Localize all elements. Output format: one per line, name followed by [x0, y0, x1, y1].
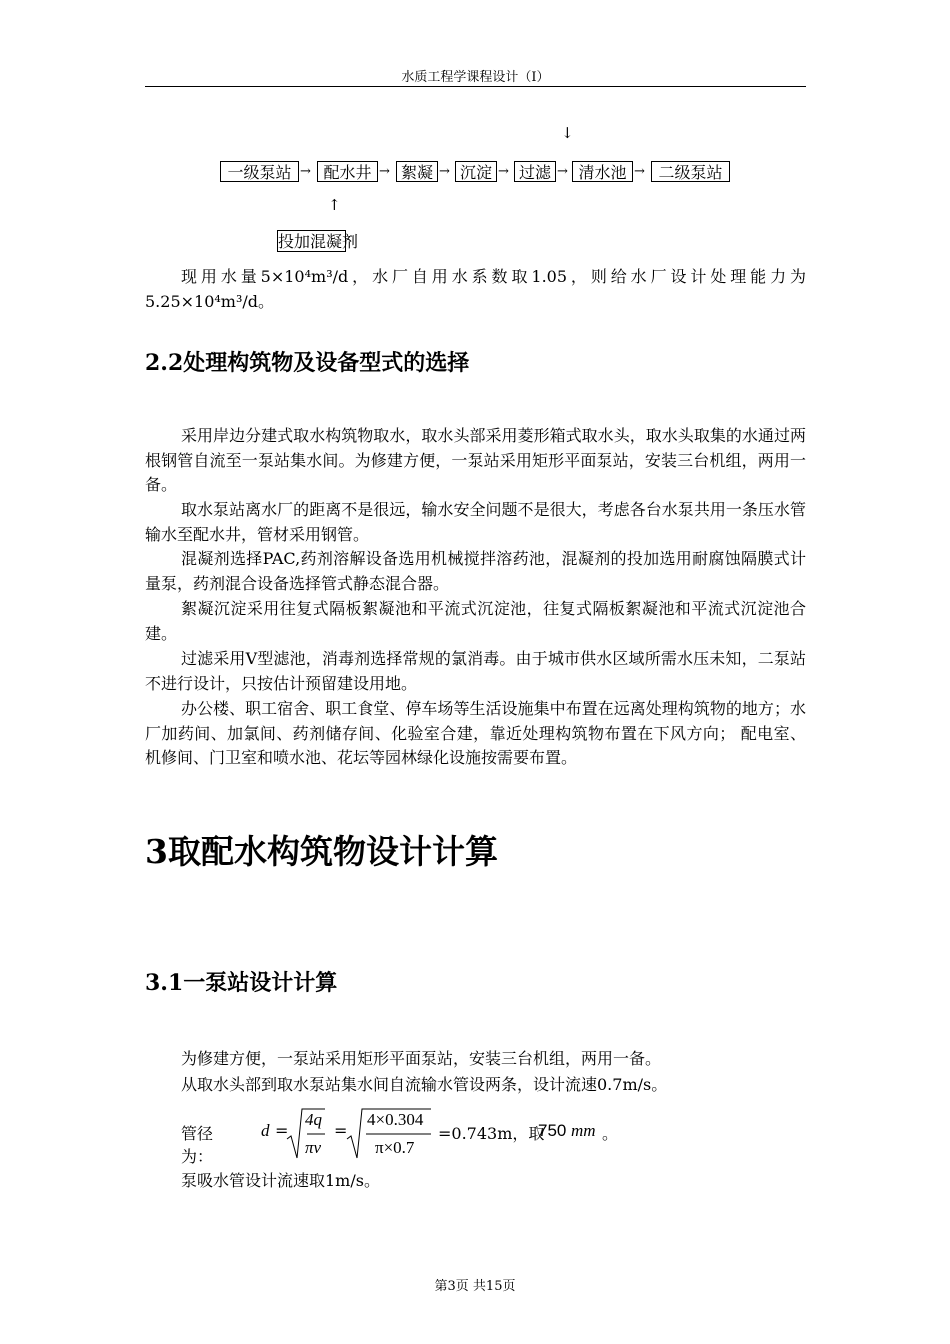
section-heading-3-1: 3.1一泵站设计计算 [145, 970, 338, 996]
flow-step-secondary-pump: 二级泵站 [651, 161, 730, 182]
formula-variable: d [261, 1121, 270, 1140]
paragraph: 过滤采用V型滤池，消毒剂选择常规的氯消毒。由于城市供水区域所需水压未知，二泵站不进行设计，只按估计预留建设用地。 [145, 649, 806, 693]
formula-denominator-1: πv [305, 1138, 322, 1157]
flow-arrow-icon: → [300, 164, 311, 179]
flow-step-filtration: 过滤 [514, 161, 556, 182]
section-heading-2-2: 2.2处理构筑物及设备型式的选择 [145, 350, 470, 376]
flow-arrow-icon: → [557, 164, 568, 179]
page-footer: 第3页 共15页 [434, 1279, 516, 1294]
text-line: 从取水头部到取水泵站集水间自流输水管设两条，设计流速0.7m/s。 [181, 1075, 668, 1094]
formula-end: 。 [602, 1124, 619, 1143]
arrow-down-icon: ↓ [561, 124, 574, 142]
paragraph: 采用岸边分建式取水构筑物取水，取水头部采用菱形箱式取水头，取水头取集的水通过两根钢管自流至一泵站集水间。为修建方便，一泵站采用矩形平面泵站，安装三台机组，两用一备。 [145, 426, 806, 494]
formula-equals: = [275, 1121, 289, 1140]
flow-step-sedimentation: 沉淀 [455, 161, 497, 182]
intro-paragraph: 现用水量5×10⁴m³/d，水厂自用水系数取1.05，则给水厂设计处理能力为5.25×10⁴m³/d。 [145, 267, 806, 311]
page-header: 水质工程学课程设计（I） [401, 70, 550, 85]
text-line: 泵吸水管设计流速取1m/s。 [181, 1171, 380, 1190]
flow-arrow-icon: → [634, 164, 645, 179]
formula-numerator-2: 4×0.304 [367, 1110, 424, 1129]
formula-take-value: 750 [538, 1121, 567, 1140]
formula-result: =0.743m，取 [438, 1124, 545, 1143]
header-rule [145, 86, 806, 87]
flow-step-clear-well: 清水池 [572, 161, 633, 182]
paragraph: 絮凝沉淀采用往复式隔板絮凝池和平流式沉淀池，往复式隔板絮凝池和平流式沉淀池合建。 [145, 599, 806, 643]
flow-dosing-coagulant: 投加混凝剂 [278, 232, 359, 251]
formula-unit: mm [571, 1121, 596, 1140]
flow-arrow-icon: → [379, 164, 390, 179]
flow-step-primary-pump: 一级泵站 [220, 161, 299, 182]
paragraph: 办公楼、职工宿舍、职工食堂、停车场等生活设施集中布置在远离处理构筑物的地方；水厂加药间、加氯间、药剂储存间、化验室合建，靠近处理构筑物布置在下风方向； 配电室、机修间、门卫室和喷水池、花坛等园林绿化设施按需要布置。 [145, 699, 806, 767]
flow-arrow-icon: → [439, 164, 450, 179]
chapter-heading-3: 3取配水构筑物设计计算 [145, 832, 498, 871]
text-line: 为修建方便，一泵站采用矩形平面泵站，安装三台机组，两用一备。 [181, 1049, 662, 1068]
arrow-up-icon: ↑ [328, 196, 341, 214]
paragraph: 混凝剂选择PAC,药剂溶解设备选用机械搅拌溶药池，混凝剂的投加选用耐腐蚀隔膜式计量泵，药剂混合设备选择管式静态混合器。 [145, 549, 806, 593]
formula-numerator-1: 4q [305, 1110, 322, 1129]
formula-denominator-2: π×0.7 [375, 1138, 415, 1157]
flow-arrow-icon: → [498, 164, 509, 179]
paragraph: 取水泵站离水厂的距离不是很远，输水安全问题不是很大，考虑各台水泵共用一条压水管输水至配水井，管材采用钢管。 [145, 500, 806, 544]
formula-equals: = [334, 1121, 348, 1140]
flow-step-distribution-well: 配水井 [317, 161, 378, 182]
flow-step-flocculation: 絮凝 [396, 161, 438, 182]
formula-prefix: 管径为： [181, 1124, 214, 1166]
